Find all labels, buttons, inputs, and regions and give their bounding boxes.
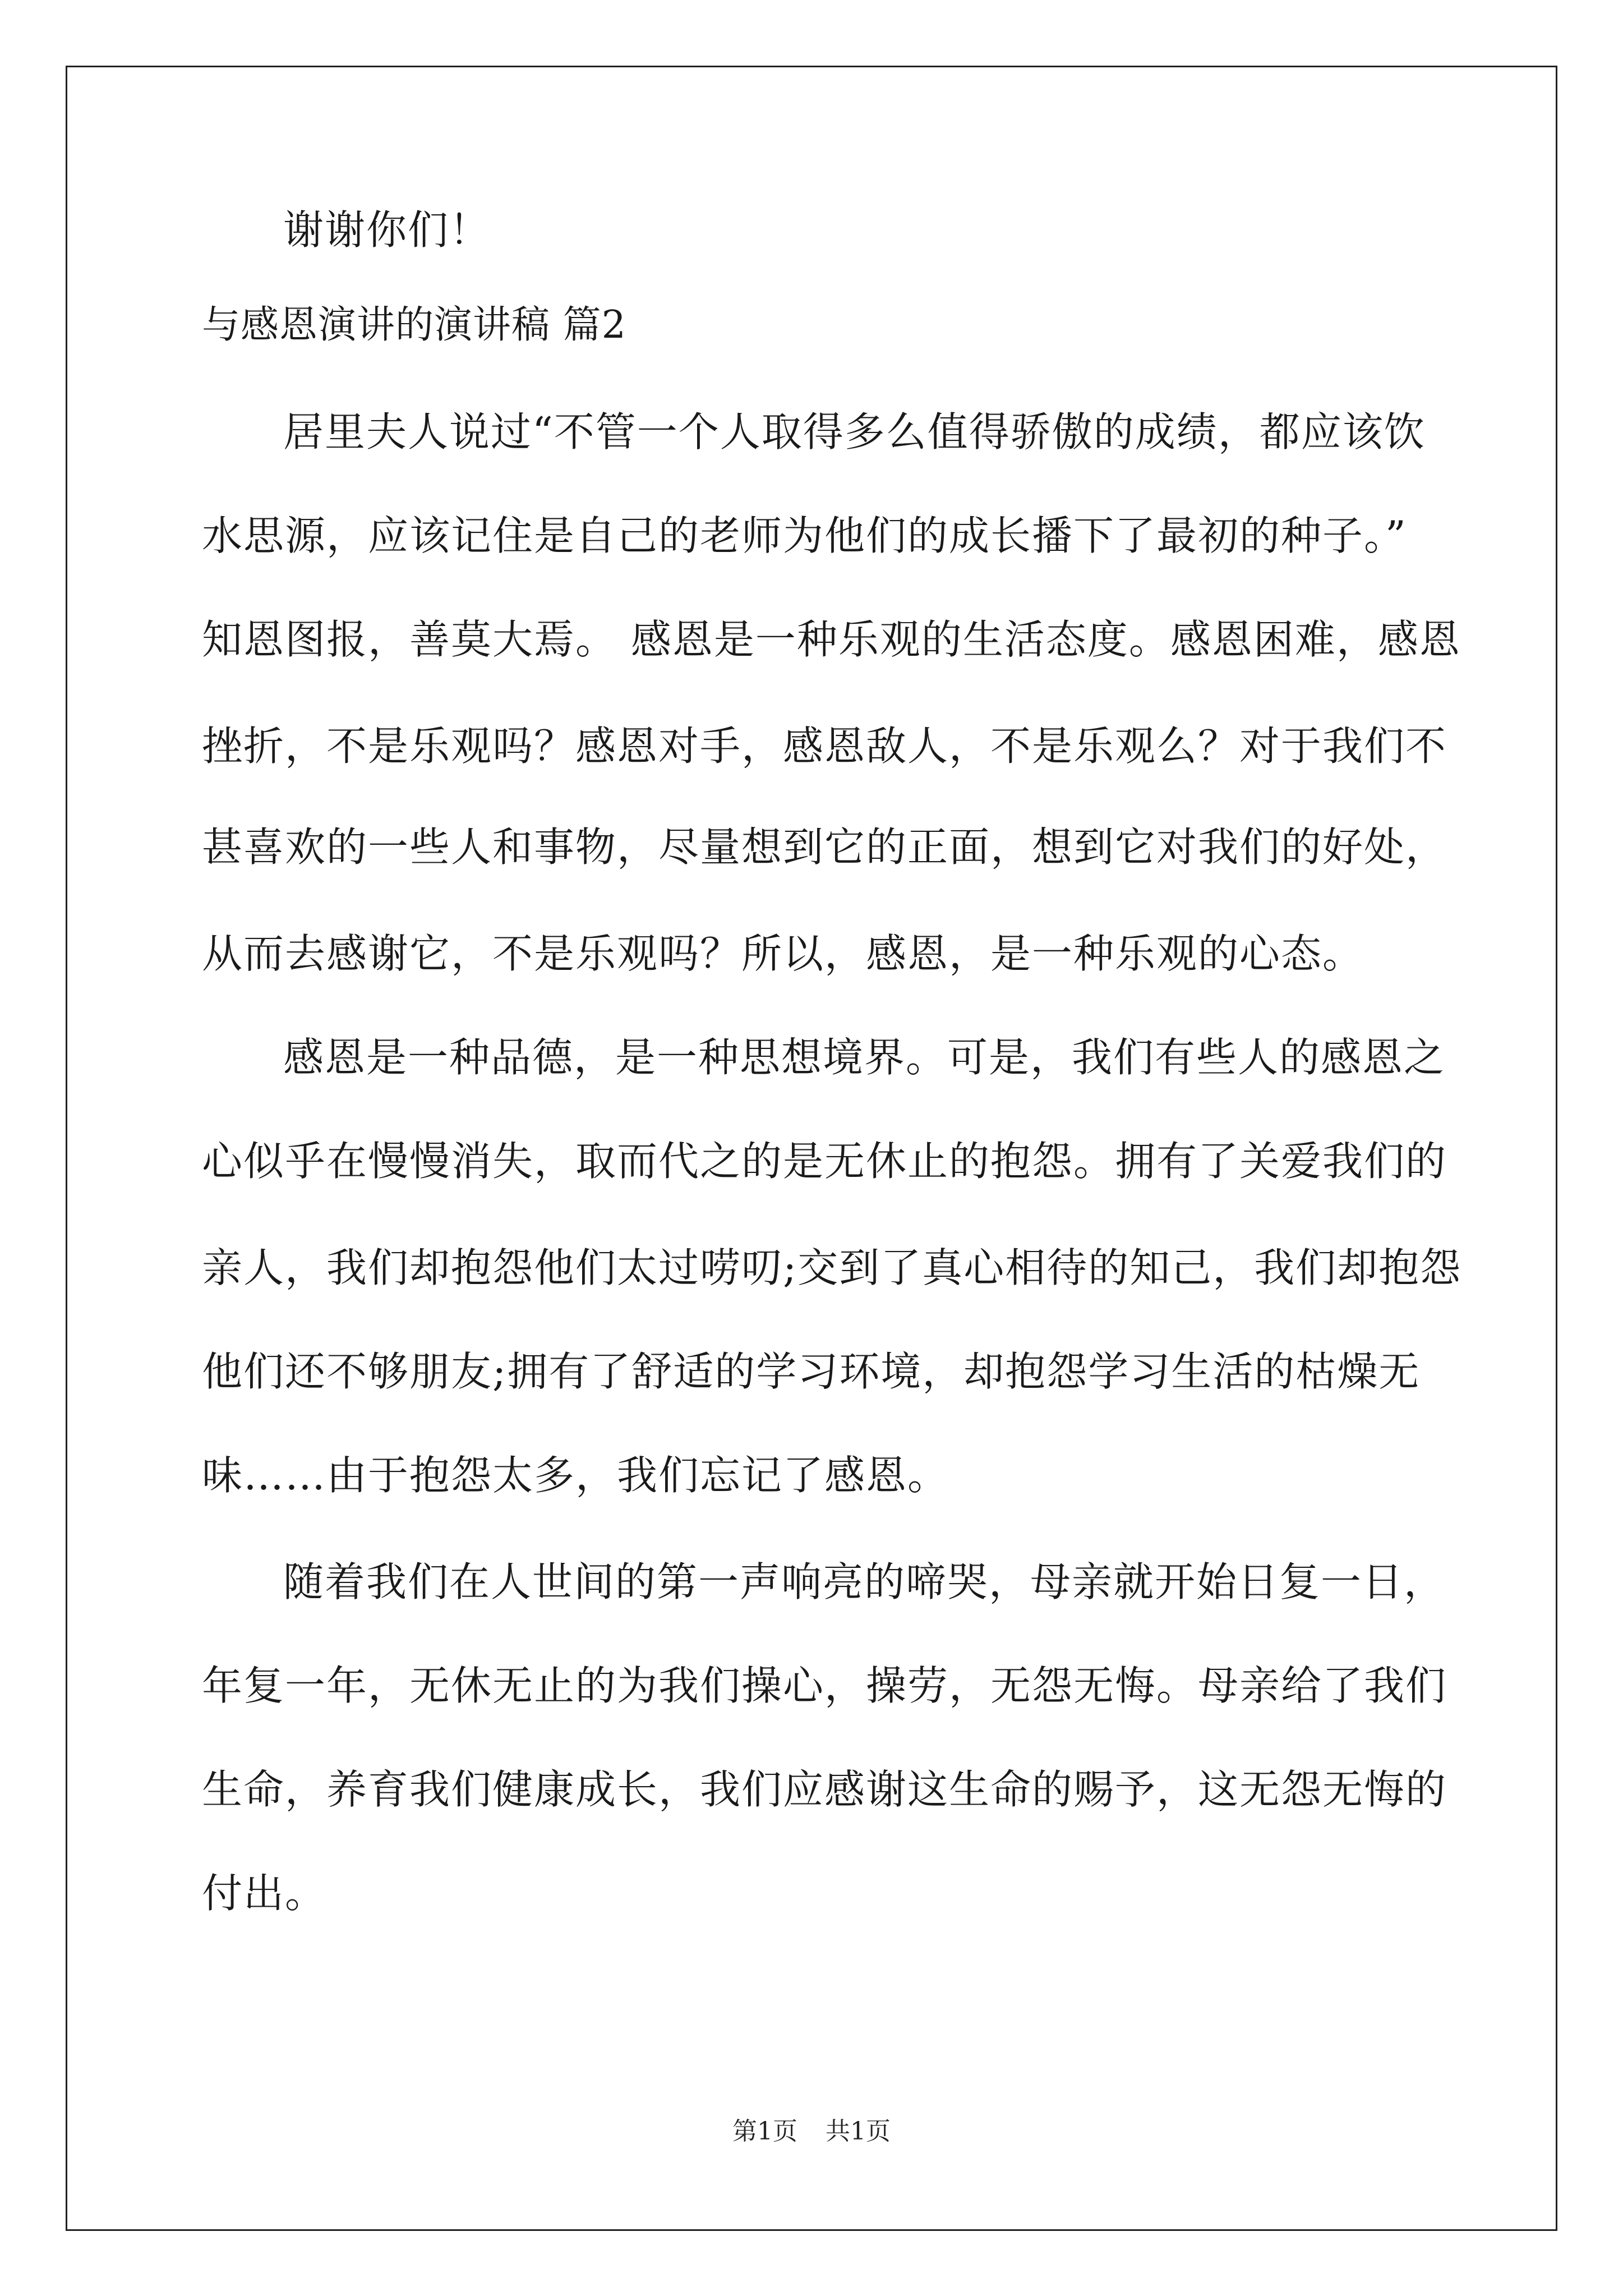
paragraph-line: 心似乎在慢慢消失，取而代之的是无休止的抱怨。拥有了关爱我们的 [202,1138,1447,1185]
paragraph-line: 味……由于抱怨太多，我们忘记了感恩。 [202,1452,949,1499]
paragraph-line: 知恩图报，善莫大焉。 感恩是一种乐观的生活态度。感恩困难，感恩 [202,616,1461,663]
paragraph-line: 挫折，不是乐观吗？感恩对手，感恩敌人，不是乐观么？对于我们不 [202,723,1447,770]
paragraph-line: 甚喜欢的一些人和事物，尽量想到它的正面，想到它对我们的好处， [202,823,1447,871]
page-number: 第1页 [732,2117,797,2146]
page-total: 共1页 [826,2117,891,2146]
paragraph-line: 从而去感谢它，不是乐观吗？所以，感恩，是一种乐观的心态。 [202,930,1364,977]
paragraph-line: 他们还不够朋友;拥有了舒适的学习环境，却抱怨学习生活的枯燥无 [202,1348,1421,1395]
paragraph-line: 水思源，应该记住是自己的老师为他们的成长播下了最初的种子。” [202,512,1407,559]
paragraph-line: 随着我们在人世间的第一声响亮的啼哭，母亲就开始日复一日， [283,1558,1446,1605]
paragraph-line: 生命，养育我们健康成长，我们应感谢这生命的赐予，这无怨无悔的 [202,1766,1447,1813]
closing-line: 谢谢你们！ [283,206,491,254]
paragraph-line: 年复一年，无休无止的为我们操心，操劳，无怨无悔。母亲给了我们 [202,1662,1447,1709]
paragraph-line: 感恩是一种品德，是一种思想境界。可是，我们有些人的感恩之 [283,1034,1446,1081]
paragraph-line: 付出。 [202,1870,327,1917]
paragraph-line: 居里夫人说过“不管一个人取得多么值得骄傲的成绩，都应该饮 [283,408,1426,455]
section-heading: 与感恩演讲的演讲稿 篇2 [202,303,626,347]
paragraph-line: 亲人，我们却抱怨他们太过唠叨;交到了真心相待的知己，我们却抱怨 [202,1244,1462,1291]
page-footer [0,2115,1623,2148]
